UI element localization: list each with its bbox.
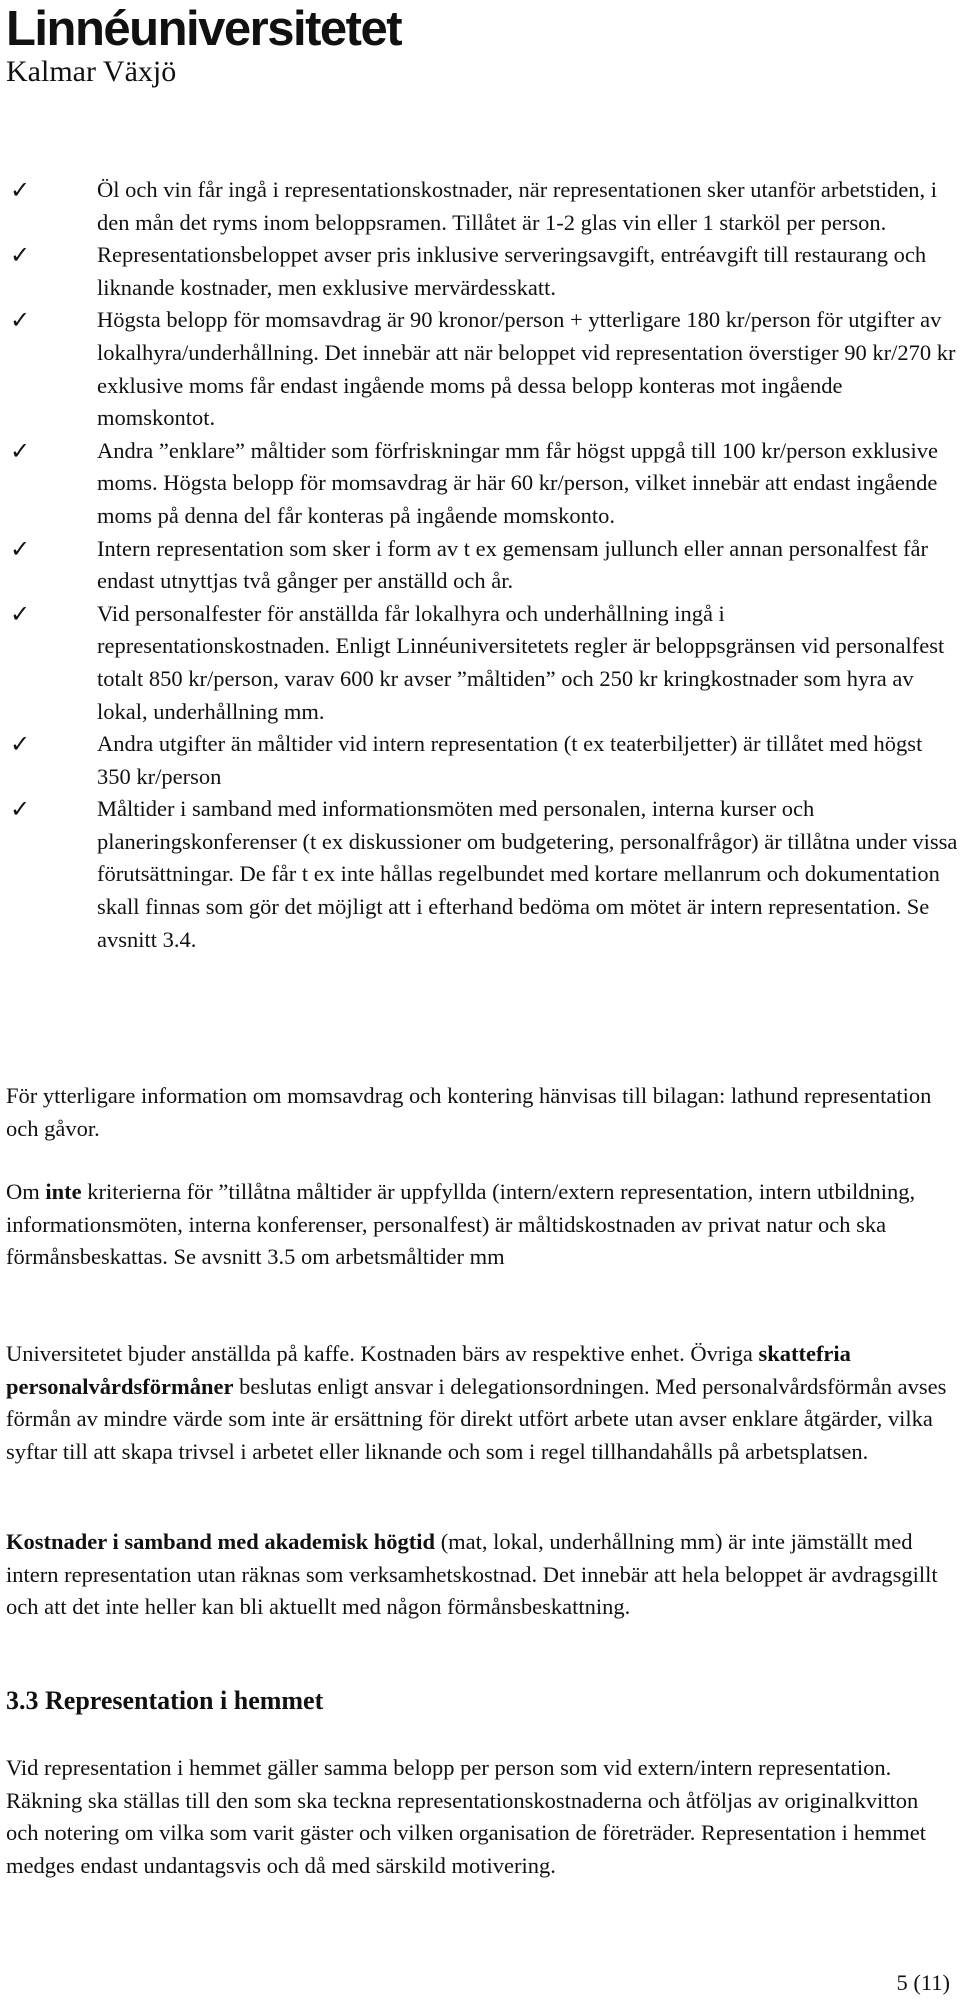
paragraph-hemmet: Vid representation i hemmet gäller samma belopp per person som vid extern/intern representation. Räkning ska ställas till den som ska teckna representationskostnaderna och åtföljas av originalkvitton och notering om vilka som varit gäster och vilken organisation de företräder. Representation i hemmet medges endast undantagsvis och då med särskild motivering. <box>6 1755 926 1878</box>
logo-name: Linnéuniversitetet <box>6 2 402 56</box>
list-item-text: Andra utgifter än måltider vid intern representation (t ex teaterbiljetter) är tillåtet med högst 350 kr/person <box>97 731 923 789</box>
list-item-text: Högsta belopp för momsavdrag är 90 kronor/person + ytterligare 180 kr/person för utgifter av lokalhyra/underhållning. Det innebär att när beloppet vid representation överstiger 90 kr/270 kr exklusive moms får endast ingående moms på dessa belopp konteras mot ingående momskontot. <box>97 307 956 431</box>
list-item-text: Vid personalfester för anställda får lokalhyra och underhållning ingå i representationskostnaden. Enligt Linnéuniversitetets regler är beloppsgränsen vid personalfest totalt 850 kr/person, varav 600 kr avser ”måltiden” och 250 kr kringkostnader som hyra av lokal, underhållning mm. <box>97 600 945 724</box>
checkmark-icon: ✓ <box>10 436 31 465</box>
university-logo <box>6 2 401 88</box>
list-item-text: Måltider i samband med informationsmöten med personalen, interna kurser och planeringskonferenser (t ex diskussioner om budgetering, personalfrågor) är tillåtna under vissa förutsättningar. De får t ex inte hållas regelbundet med kortare mellanrum och dokumentation skall finnas som gör det möjligt att i efterhand bedöma om mötet är intern representation. Se avsnitt 3.4. <box>97 796 958 952</box>
list-item-text: Intern representation som sker i form av t ex gemensam jullunch eller annan personalfest får endast utnyttjas två gånger per anställd och år. <box>97 535 928 594</box>
checkmark-icon: ✓ <box>10 176 31 204</box>
list-item-text: Andra ”enklare” måltider som förfriskningar mm får högst uppgå till 100 kr/person exklusive moms. Högsta belopp för momsavdrag är här 60 kr/person, vilket innebär att endast ingående moms på denna del får konteras på ingående momskonto. <box>97 437 939 528</box>
emphasis-inte: inte <box>45 1179 82 1204</box>
emphasis-hogtid: Kostnader i samband med akademisk högtid <box>6 1529 436 1554</box>
paragraph-formansbeskattning: Om inte kriterierna för ”tillåtna måltider är uppfyllda (intern/extern representation, intern utbildning, informationsmöten, interna konferenser, personalfest) är måltidskostnaden av privat natur och ska förmånsbeskattas. Se avsnitt 3.5 om arbetsmåltider mm <box>6 1179 916 1270</box>
list-item <box>10 239 960 304</box>
list-item <box>10 598 960 728</box>
list-item <box>10 533 960 598</box>
list-item <box>10 304 960 434</box>
paragraph-akademisk-hogtid: Kostnader i samband med akademisk högtid (mat, lokal, underhållning mm) är inte jämställt med intern representation utan räknas som verksamhetskostnad. Det innebär att hela beloppet är avdragsgillt och att det inte heller kan bli aktuellt med någon förmånsbeskattning. <box>6 1529 938 1620</box>
paragraph-bilagan: För ytterligare information om momsavdrag och kontering hänvisas till bilagan: lathund representation och gåvor. <box>6 1083 932 1141</box>
checkmark-icon: ✓ <box>10 795 31 824</box>
checkmark-icon: ✓ <box>10 241 31 270</box>
checkmark-icon: ✓ <box>10 534 31 563</box>
list-item-text: Öl och vin får ingå i representationskostnader, när representationen sker utanför arbetstiden, i den mån det ryms inom beloppsramen. Tillåtet är 1-2 glas vin eller 1 starköl per person. <box>97 177 938 235</box>
list-item <box>10 435 960 533</box>
checkmark-icon: ✓ <box>10 306 31 335</box>
section-heading: 3.3 Representation i hemmet <box>6 1686 324 1715</box>
emphasis-skattefria: skattefria personalvårdsförmåner <box>6 1341 851 1399</box>
list-item-text: Representationsbeloppet avser pris inklusive serveringsavgift, entréavgift till restaurang och liknande kostnader, men exklusive mervärdesskatt. <box>97 242 927 300</box>
list-item <box>10 174 960 239</box>
page-number: 5 (11) <box>896 1970 950 1995</box>
logo-subtitle: Kalmar Växjö <box>6 55 177 88</box>
rules-checklist <box>10 174 960 956</box>
checkmark-icon: ✓ <box>10 730 31 759</box>
checkmark-icon: ✓ <box>10 599 31 628</box>
list-item <box>10 793 960 956</box>
list-item <box>10 728 960 793</box>
paragraph-personalvard: Universitetet bjuder anställda på kaffe. Kostnaden bärs av respektive enhet. Övriga skattefria personalvårdsförmåner beslutas enligt ansvar i delegationsordningen. Med personalvårdsförmån avses förmån av mindre värde som inte är ersättning för direkt utfört arbete utan avser enklare åtgärder, vilka syftar till att skapa trivsel i arbetet eller liknande och som i regel tillhandahålls på arbetsplatsen. <box>6 1341 947 1464</box>
